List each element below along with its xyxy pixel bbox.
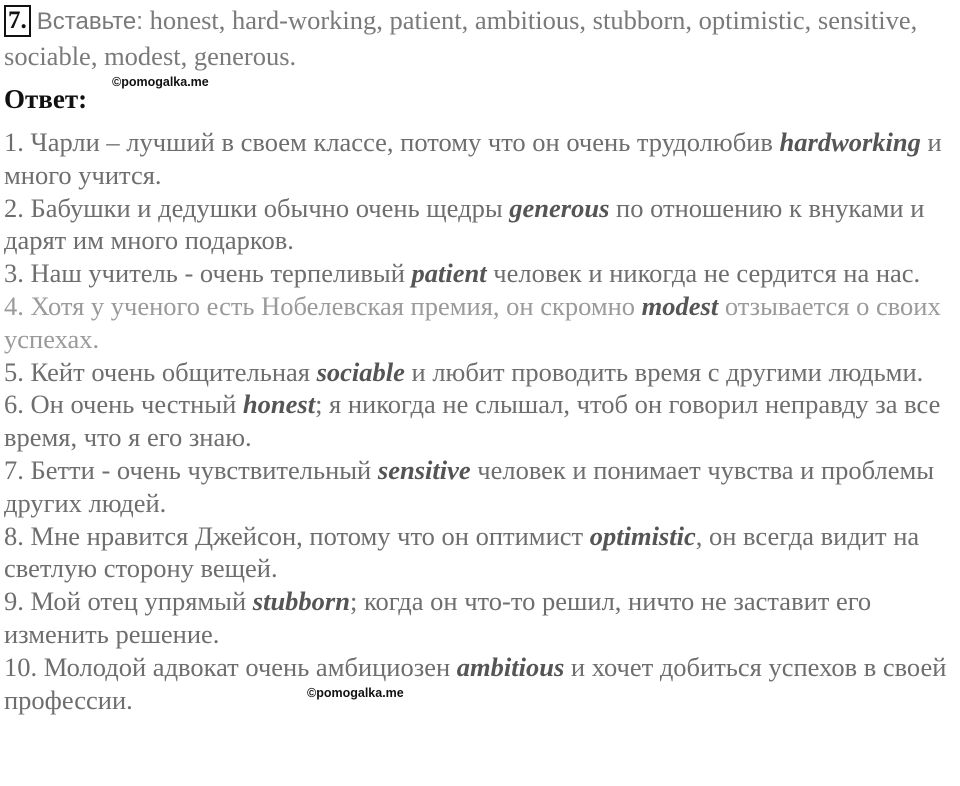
watermark: ©pomogalka.me <box>307 686 404 700</box>
answer-item: 5. Кейт очень общительная sociable и любит проводить время с другими людьми. <box>4 356 924 387</box>
watermark: ©pomogalka.me <box>112 75 209 89</box>
answer-item: 1. Чарли – лучший в своем классе, потому что он очень трудолюбив hardworking и много учится. <box>4 127 942 190</box>
task-instruction: Вставьте: <box>36 8 143 35</box>
task-statement <box>4 3 944 73</box>
answer-item: 6. Он очень честный honest; я никогда не слышал, чтоб он говорил неправду за все время, что я его знаю. <box>4 389 941 453</box>
answer-keyword: modest <box>641 290 719 321</box>
task-word-list: honest, hard-working, patient, ambitious, stubborn, optimistic, sensitive, sociable, modest, generous. <box>4 5 918 71</box>
answer-keyword: sensitive <box>377 454 471 485</box>
answer-keyword: stubborn <box>252 586 350 617</box>
answer-list <box>4 126 960 716</box>
answer-keyword: generous <box>509 192 610 223</box>
answer-keyword: honest <box>242 389 316 420</box>
answer-keyword: patient <box>411 258 487 289</box>
answer-item: 7. Бетти - очень чувствительный sensitive человек и понимает чувства и проблемы других людей. <box>4 454 935 518</box>
answer-item: 8. Мне нравится Джейсон, потому что он оптимист optimistic, он всегда видит на светлую сторону вещей. <box>4 520 920 584</box>
task-number: 7. <box>4 5 31 37</box>
answer-item: 4. Хотя у ученого есть Нобелевская премия, он скромно modest отзывается о своих успехах. <box>4 290 941 354</box>
answer-keyword: ambitious <box>456 651 565 682</box>
answer-keyword: hardworking <box>779 127 921 157</box>
answer-keyword: optimistic <box>589 520 696 551</box>
answer-item: 10. Молодой адвокат очень амбициозен ambitious и хочет добиться успехов в своей профессии. <box>4 651 947 715</box>
answer-item: 9. Мой отец упрямый stubborn; когда он что-то решил, ничто не заставит его изменить решение. <box>4 586 872 649</box>
answer-keyword: sociable <box>316 356 405 387</box>
answer-heading: Ответ: <box>4 84 88 114</box>
answer-item: 2. Бабушки и дедушки обычно очень щедры generous по отношению к внуками и дарят им много подарков. <box>4 192 925 256</box>
answer-item: 3. Наш учитель - очень терпеливый patient человек и никогда не сердится на нас. <box>4 258 921 289</box>
